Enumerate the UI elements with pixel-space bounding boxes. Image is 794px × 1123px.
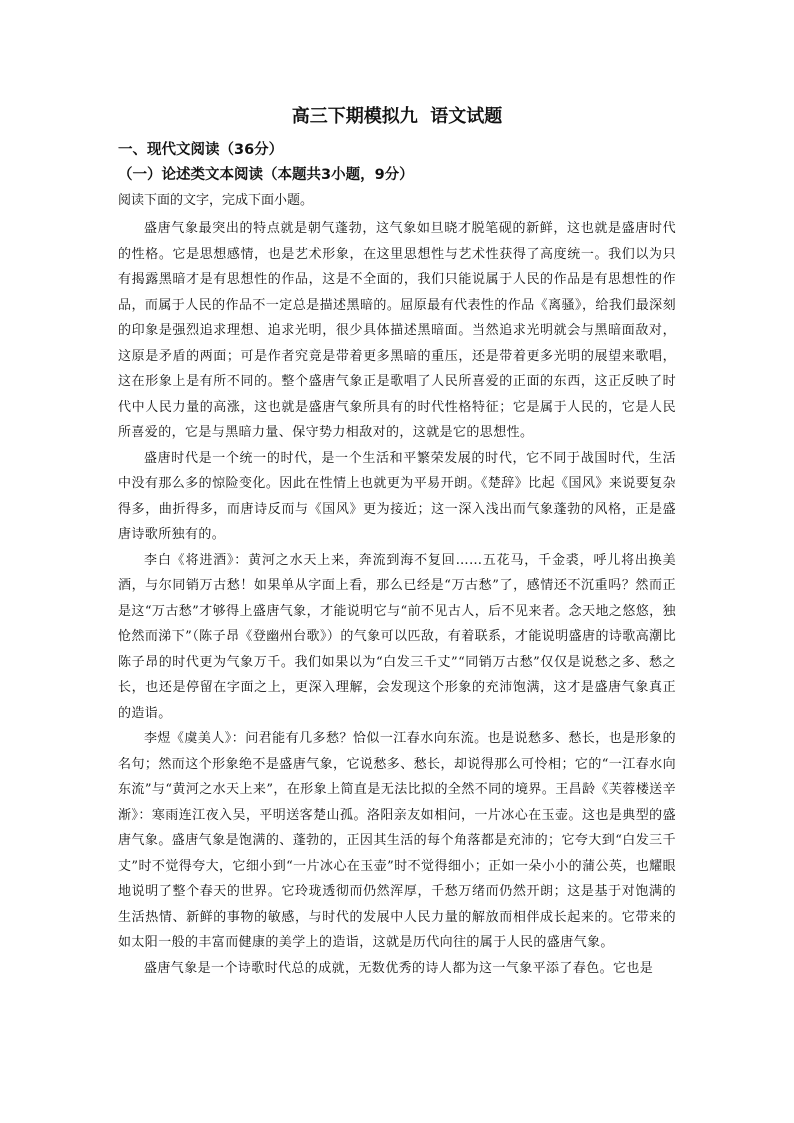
passage-paragraph-4: 李煜《虞美人》：问君能有几多愁？恰似一江春水向东流。也是说愁多、愁长，也是形象的名句；然而这个形象绝不是盛唐气象，它说愁多、愁长，却说得那么可怜相；它的“一江春水向东流”与“黄河之水天上来”，在形象上简直是无法比拟的全然不同的境界。王昌龄《芙蓉楼送辛渐》：寒雨连江夜入吴，平明送客楚山孤。洛阳亲友如相问，一片冰心在玉壶。这也是典型的盛唐气象。盛唐气象是饱满的、蓬勃的，正因其生活的每个角落都是充沛的；它夸大到“白发三千丈”时不觉得夸大，它细小到“一片冰心在玉壶”时不觉得细小；正如一朵小小的蒲公英，也耀眼地说明了整个春天的世界。它玲珑透彻而仍然浑厚，千愁万绪而仍然开朗；这是基于对饱满的生活热情、新鲜的事物的敏感，与时代的发展中人民力量的解放而相伴成长起来的。它带来的如太阳一般的丰富而健康的美学上的造诣，这就是历代向往的属于人民的盛唐气象。 bbox=[118, 731, 676, 950]
passage-body bbox=[118, 216, 676, 981]
document-title: 高三下期模拟九 语文试题 bbox=[291, 106, 503, 127]
section-heading-modern-reading: 一、现代文阅读（36分） bbox=[118, 142, 284, 158]
reading-instruction: 阅读下面的文字，完成下面小题。 bbox=[118, 193, 314, 208]
passage-paragraph-2: 盛唐时代是一个统一的时代，是一个生活和平繁荣发展的时代，它不同于战国时代，生活中没有那么多的惊险变化。因此在性情上也就更为平易开朗。《楚辞》比起《国风》来说要复杂得多，曲折得多，而唐诗反而与《国风》更为接近；这一深入浅出而气象蓬勃的风格，正是盛唐诗歌所独有的。 bbox=[118, 450, 676, 542]
passage-paragraph-3: 李白《将进酒》：黄河之水天上来，奔流到海不复回……五花马，千金裘，呼儿将出换美酒，与尔同销万古愁！如果单从字面上看，那么已经是“万古愁”了，感情还不沉重吗？然而正是这“万古愁”才够得上盛唐气象，才能说明它与“前不见古人，后不见来者。念天地之悠悠，独怆然而涕下”（陈子昂《登幽州台歌》）的气象可以匹敌，有着联系，才能说明盛唐的诗歌高潮比陈子昂的时代更为气象万千。我们如果以为“白发三千丈”“同销万古愁”仅仅是说愁之多、愁之长，也还是停留在字面之上，更深入理解，会发现这个形象的充沛饱满，这才是盛唐气象真正的造诣。 bbox=[118, 552, 676, 721]
subsection-heading-argumentative-text: （一）论述类文本阅读（本题共3小题，9分） bbox=[118, 167, 414, 183]
passage-paragraph-1: 盛唐气象最突出的特点就是朝气蓬勃，这气象如旦晓才脱笔砚的新鲜，这也就是盛唐时代的性格。它是思想感情，也是艺术形象，在这里思想性与艺术性获得了高度统一。我们以为只有揭露黑暗才是有思想性的作品，这是不全面的，我们只能说属于人民的作品是有思想性的作品，而属于人民的作品不一定总是描述黑暗的。屈原最有代表性的作品《离骚》，给我们最深刻的印象是强烈追求理想、追求光明，很少具体描述黑暗面。当然追求光明就会与黑暗面敌对，这原是矛盾的两面；可是作者究竟是带着更多黑暗的重压，还是带着更多光明的展望来歌唱，这在形象上是有所不同的。整个盛唐气象正是歌唱了人民所喜爱的正面的东西，这正反映了时代中人民力量的高涨，这也就是盛唐气象所具有的时代性格特征；它是属于人民的，它是人民所喜爱的，它是与黑暗力量、保守势力相敌对的，这就是它的思想性。 bbox=[118, 221, 676, 440]
passage-paragraph-5: 盛唐气象是一个诗歌时代总的成就，无数优秀的诗人都为这一气象平添了春色。它也是 bbox=[144, 960, 654, 976]
